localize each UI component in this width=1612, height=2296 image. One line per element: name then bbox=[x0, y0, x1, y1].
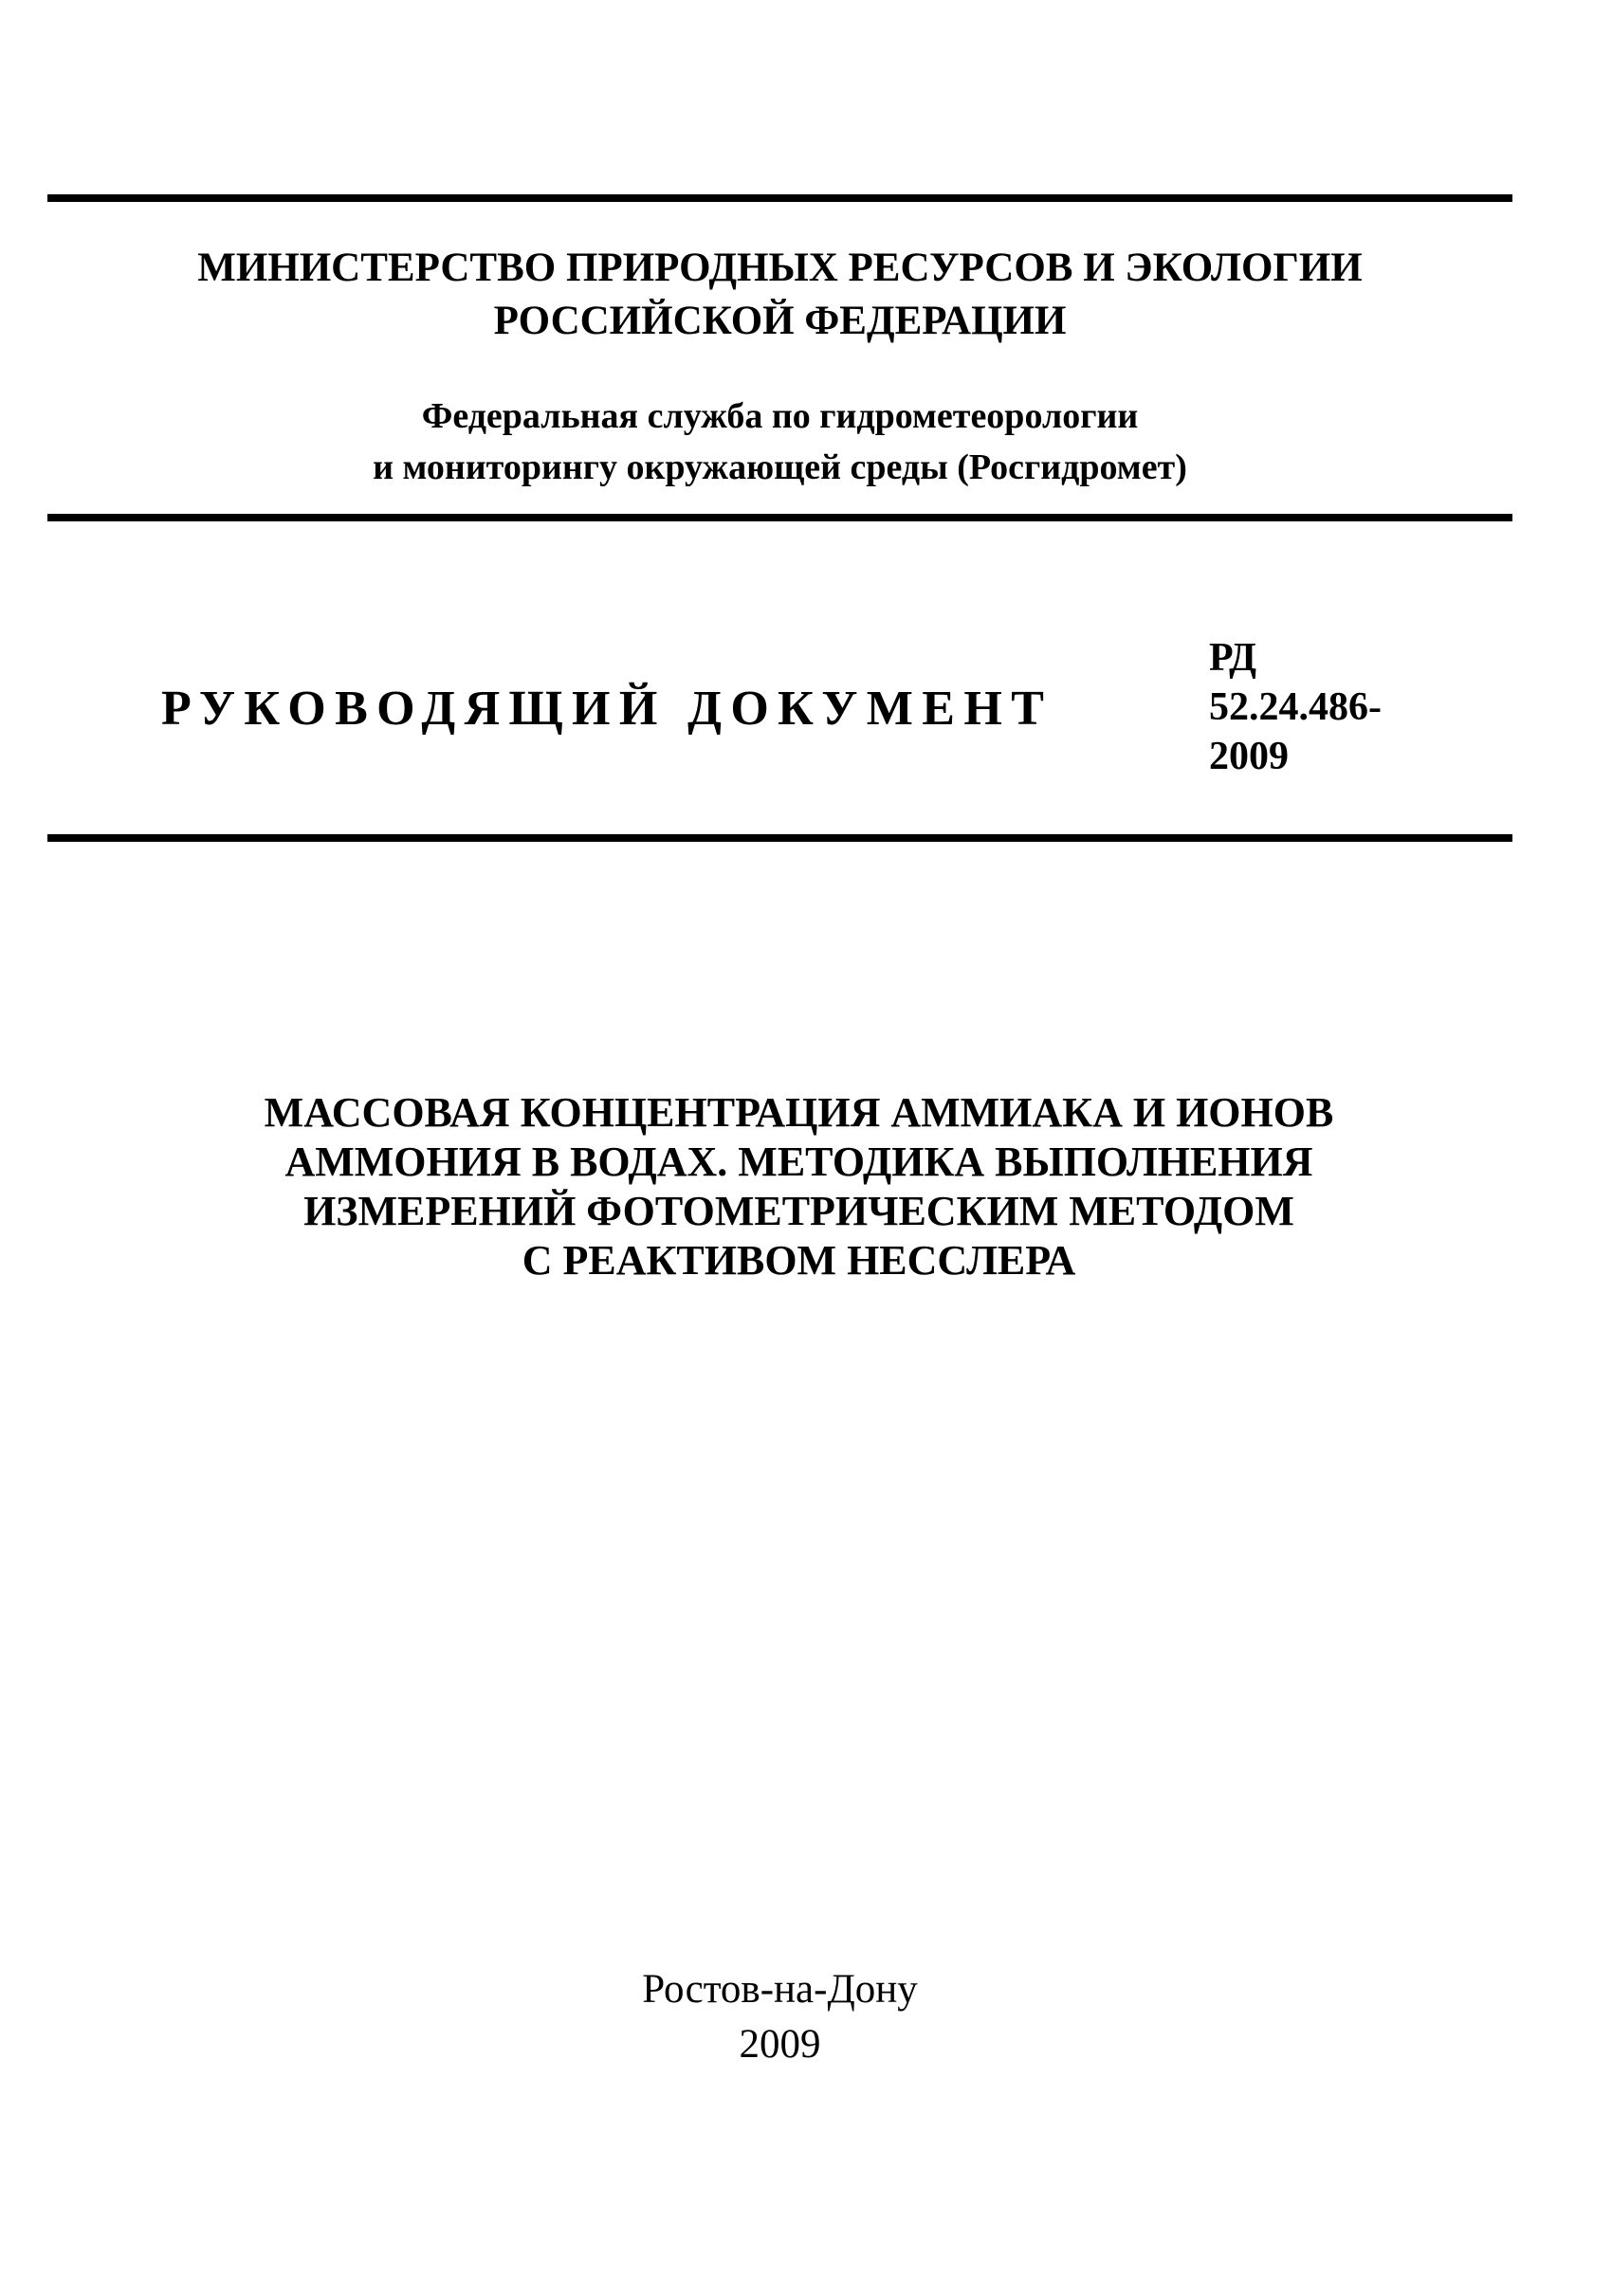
publication-year: 2009 bbox=[739, 2022, 821, 2067]
top-divider bbox=[47, 194, 1512, 202]
ministry-line-2: РОССИЙСКОЙ ФЕДЕРАЦИИ bbox=[493, 299, 1067, 343]
middle-divider bbox=[47, 514, 1512, 521]
bottom-divider bbox=[47, 834, 1512, 842]
service-heading bbox=[47, 391, 1512, 493]
service-line-1: Федеральная служба по гидрометеорологии bbox=[421, 396, 1139, 436]
ministry-line-1: МИНИСТЕРСТВО ПРИРОДНЫХ РЕСУРСОВ И ЭКОЛОГИИ bbox=[197, 246, 1363, 290]
document-type: РУКОВОДЯЩИЙ ДОКУМЕНТ bbox=[161, 682, 1053, 736]
publication-info bbox=[47, 1962, 1512, 2072]
publication-city: Ростов-на-Дону bbox=[642, 1967, 918, 2012]
title-line-1: МАССОВАЯ КОНЦЕНТРАЦИЯ АММИАКА И ИОНОВ bbox=[264, 1089, 1334, 1136]
document-code bbox=[1209, 633, 1382, 781]
title-line-4: С РЕАКТИВОМ НЕССЛЕРА bbox=[522, 1237, 1076, 1284]
document-code-line-1: РД bbox=[1209, 636, 1257, 680]
service-line-2: и мониторингу окружающей среды (Росгидромет) bbox=[373, 447, 1187, 487]
document-code-line-2: 52.24.486- bbox=[1209, 685, 1382, 729]
title-line-2: АММОНИЯ В ВОДАХ. МЕТОДИКА ВЫПОЛНЕНИЯ bbox=[284, 1139, 1313, 1185]
document-title bbox=[171, 1088, 1427, 1285]
title-line-3: ИЗМЕРЕНИЙ ФОТОМЕТРИЧЕСКИМ МЕТОДОМ bbox=[303, 1188, 1294, 1234]
document-code-line-3: 2009 bbox=[1209, 735, 1289, 778]
ministry-heading bbox=[47, 242, 1512, 348]
